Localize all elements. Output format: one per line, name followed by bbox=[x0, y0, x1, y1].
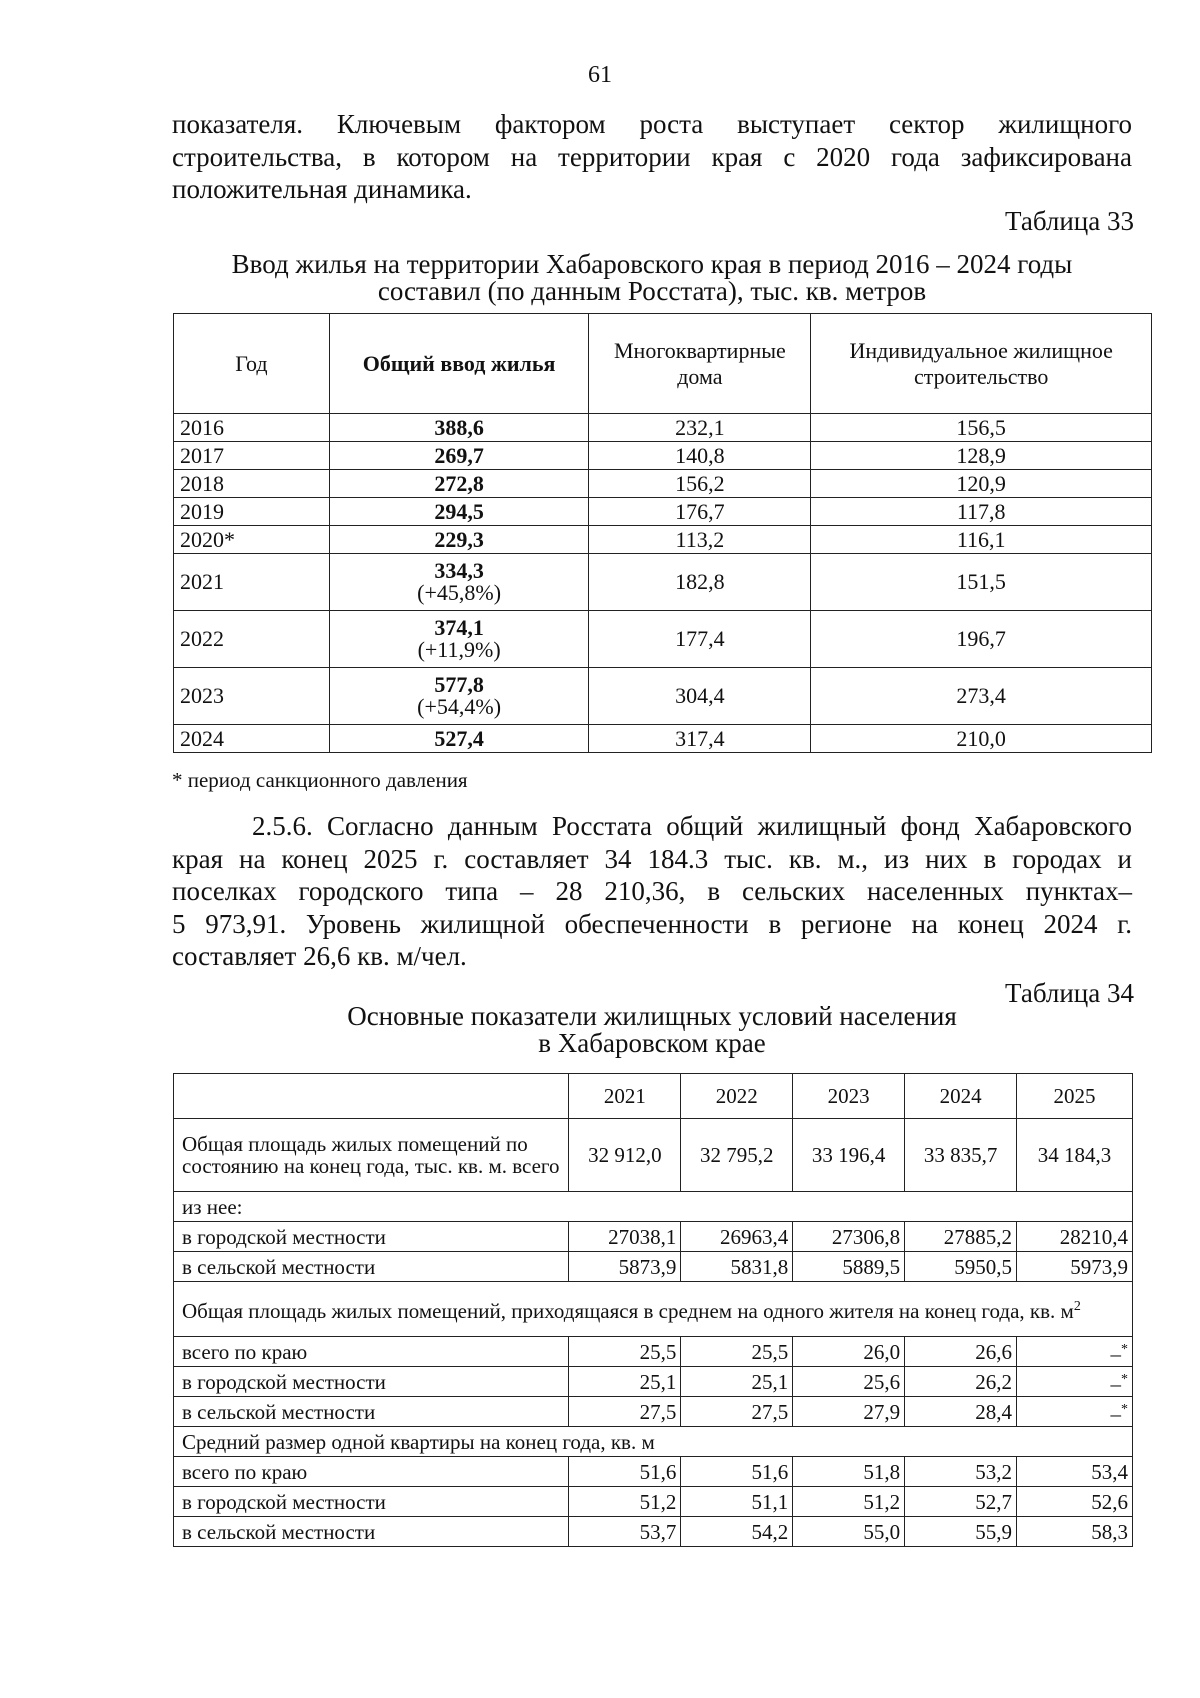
cell-value: 58,3 bbox=[1017, 1517, 1133, 1547]
table-33-label: Таблица 33 bbox=[1005, 206, 1134, 236]
cell-individual: 117,8 bbox=[811, 498, 1152, 526]
footnote: * период санкционного давления bbox=[172, 768, 468, 792]
total-change: (+45,8%) bbox=[417, 580, 502, 605]
cell-individual: 210,0 bbox=[811, 725, 1152, 753]
cell-year: 2016 bbox=[174, 414, 330, 442]
cell-value: 5831,8 bbox=[681, 1252, 793, 1282]
total-value: 334,3 bbox=[434, 558, 484, 583]
total-value: 229,3 bbox=[434, 526, 484, 552]
cell-multi: 113,2 bbox=[589, 526, 811, 554]
cell-value: 27,5 bbox=[569, 1397, 681, 1427]
cell-multi: 304,4 bbox=[589, 668, 811, 725]
header-year: 2022 bbox=[681, 1074, 793, 1119]
row-label: всего по краю bbox=[174, 1457, 569, 1487]
cell-value: 53,2 bbox=[905, 1457, 1017, 1487]
cell-value: 33 196,4 bbox=[793, 1119, 905, 1192]
cell-multi: 317,4 bbox=[589, 725, 811, 753]
title-line: в Хабаровском крае bbox=[538, 1028, 766, 1058]
cell-value: 26,0 bbox=[793, 1337, 905, 1367]
table-row bbox=[174, 526, 1152, 554]
cell-value: 52,7 bbox=[905, 1487, 1017, 1517]
table-row bbox=[174, 1397, 1133, 1427]
header-year: Год bbox=[174, 314, 330, 414]
cell-value: 51,2 bbox=[793, 1487, 905, 1517]
table-section-row bbox=[174, 1282, 1133, 1337]
table-row bbox=[174, 1337, 1133, 1367]
title-line: составил (по данным Росстата), тыс. кв. метров bbox=[377, 276, 927, 306]
table-section-row bbox=[174, 1427, 1133, 1457]
table-row bbox=[174, 1119, 1133, 1192]
table-row bbox=[174, 554, 1152, 611]
cell-year: 2022 bbox=[174, 611, 330, 668]
cell-value: –* bbox=[1017, 1397, 1133, 1427]
header-individual: Индивидуальное жилищное строительство bbox=[811, 314, 1152, 414]
cell-individual: 120,9 bbox=[811, 470, 1152, 498]
total-change: (+11,9%) bbox=[417, 637, 501, 662]
cell-year: 2018 bbox=[174, 470, 330, 498]
cell-value: 25,5 bbox=[569, 1337, 681, 1367]
total-value: 388,6 bbox=[434, 414, 484, 440]
cell-multi: 177,4 bbox=[589, 611, 811, 668]
cell-value: –* bbox=[1017, 1367, 1133, 1397]
cell-value: 53,4 bbox=[1017, 1457, 1133, 1487]
cell-multi: 232,1 bbox=[589, 414, 811, 442]
table-row bbox=[174, 414, 1152, 442]
table-33-title bbox=[172, 251, 1132, 305]
cell-year: 2017 bbox=[174, 442, 330, 470]
section-header: из нее: bbox=[174, 1192, 1133, 1222]
cell-total bbox=[329, 442, 589, 470]
total-value: 269,7 bbox=[434, 442, 484, 468]
cell-total bbox=[329, 498, 589, 526]
cell-value: 25,1 bbox=[569, 1367, 681, 1397]
cell-value: –* bbox=[1017, 1337, 1133, 1367]
text-line: 5 973,91. Уровень жилищной обеспеченности в регионе на конец 2024 г. bbox=[172, 908, 1132, 939]
cell-total bbox=[329, 414, 589, 442]
cell-individual: 156,5 bbox=[811, 414, 1152, 442]
cell-value: 55,9 bbox=[905, 1517, 1017, 1547]
cell-year: 2024 bbox=[174, 725, 330, 753]
table-row bbox=[174, 470, 1152, 498]
cell-value: 5950,5 bbox=[905, 1252, 1017, 1282]
cell-value: 5889,5 bbox=[793, 1252, 905, 1282]
cell-value: 27,9 bbox=[793, 1397, 905, 1427]
cell-value: 34 184,3 bbox=[1017, 1119, 1133, 1192]
total-value: 374,1 bbox=[434, 615, 484, 640]
total-value: 577,8 bbox=[434, 672, 484, 697]
text-line: поселках городского типа – 28 210,36, в сельских населенных пунктах– bbox=[172, 876, 1132, 906]
cell-value: 26,2 bbox=[905, 1367, 1017, 1397]
row-label: в городской местности bbox=[174, 1367, 569, 1397]
header-year: 2023 bbox=[793, 1074, 905, 1119]
table-row bbox=[174, 668, 1152, 725]
cell-value: 25,1 bbox=[681, 1367, 793, 1397]
cell-total bbox=[329, 611, 589, 668]
cell-value: 32 795,2 bbox=[681, 1119, 793, 1192]
header-empty bbox=[174, 1074, 569, 1119]
table-row bbox=[174, 498, 1152, 526]
cell-value: 5873,9 bbox=[569, 1252, 681, 1282]
table-header-row bbox=[174, 314, 1152, 414]
cell-value: 52,6 bbox=[1017, 1487, 1133, 1517]
footnote-mark: * bbox=[1121, 1371, 1128, 1387]
header-multi: Многоквартирные дома bbox=[589, 314, 811, 414]
text-line: края на конец 2025 г. составляет 34 184.3 тыс. кв. м., из них в городах и bbox=[172, 843, 1132, 874]
table-row bbox=[174, 1222, 1133, 1252]
row-label: в сельской местности bbox=[174, 1517, 569, 1547]
paragraph-2-5-6 bbox=[172, 810, 1132, 973]
cell-value: 26963,4 bbox=[681, 1222, 793, 1252]
text-line: составляет 26,6 кв. м/чел. bbox=[172, 941, 467, 971]
table-row bbox=[174, 611, 1152, 668]
cell-multi: 176,7 bbox=[589, 498, 811, 526]
cell-value: 27038,1 bbox=[569, 1222, 681, 1252]
table-34 bbox=[173, 1073, 1133, 1547]
cell-total bbox=[329, 526, 589, 554]
total-value: 527,4 bbox=[434, 725, 484, 751]
row-label: в сельской местности bbox=[174, 1397, 569, 1427]
cell-multi: 140,8 bbox=[589, 442, 811, 470]
cell-total bbox=[329, 668, 589, 725]
cell-value: 51,1 bbox=[681, 1487, 793, 1517]
row-label: в сельской местности bbox=[174, 1252, 569, 1282]
cell-value: 27306,8 bbox=[793, 1222, 905, 1252]
cell-total bbox=[329, 725, 589, 753]
table-row bbox=[174, 1517, 1133, 1547]
title-line: Ввод жилья на территории Хабаровского края в период 2016 – 2024 годы bbox=[231, 249, 1073, 279]
cell-value: 27,5 bbox=[681, 1397, 793, 1427]
table-34-title bbox=[172, 1003, 1132, 1057]
row-label: в городской местности bbox=[174, 1222, 569, 1252]
cell-value: 54,2 bbox=[681, 1517, 793, 1547]
table-34-label: Таблица 34 bbox=[1005, 978, 1134, 1008]
cell-value: 51,2 bbox=[569, 1487, 681, 1517]
text-line: 2.5.6. Согласно данным Росстата общий жилищный фонд Хабаровского bbox=[252, 811, 1132, 841]
cell-year: 2023 bbox=[174, 668, 330, 725]
superscript: 2 bbox=[1073, 1299, 1081, 1314]
page-number: 61 bbox=[588, 62, 612, 88]
intro-paragraph bbox=[172, 108, 1132, 206]
header-year: 2021 bbox=[569, 1074, 681, 1119]
cell-individual: 273,4 bbox=[811, 668, 1152, 725]
cell-value: 25,5 bbox=[681, 1337, 793, 1367]
table-row bbox=[174, 1252, 1133, 1282]
cell-year: 2019 bbox=[174, 498, 330, 526]
header-year: 2024 bbox=[905, 1074, 1017, 1119]
row-label: в городской местности bbox=[174, 1487, 569, 1517]
cell-value: 28210,4 bbox=[1017, 1222, 1133, 1252]
section-header: Общая площадь жилых помещений, приходящаяся в среднем на одного жителя на конец года, кв. $м^2$ bbox=[174, 1282, 1133, 1337]
cell-year: 2021 bbox=[174, 554, 330, 611]
cell-value: 53,7 bbox=[569, 1517, 681, 1547]
cell-total bbox=[329, 470, 589, 498]
cell-value: 25,6 bbox=[793, 1367, 905, 1397]
cell-individual: 196,7 bbox=[811, 611, 1152, 668]
table-row bbox=[174, 442, 1152, 470]
cell-value: 28,4 bbox=[905, 1397, 1017, 1427]
cell-year: 2020* bbox=[174, 526, 330, 554]
cell-individual: 116,1 bbox=[811, 526, 1152, 554]
table-row bbox=[174, 1487, 1133, 1517]
cell-multi: 182,8 bbox=[589, 554, 811, 611]
cell-value: 27885,2 bbox=[905, 1222, 1017, 1252]
total-value: 294,5 bbox=[434, 498, 484, 524]
text-line: строительства, в котором на территории края с 2020 года зафиксирована bbox=[172, 141, 1132, 172]
cell-multi: 156,2 bbox=[589, 470, 811, 498]
row-label: всего по краю bbox=[174, 1337, 569, 1367]
cell-value: 55,0 bbox=[793, 1517, 905, 1547]
total-change: (+54,4%) bbox=[417, 694, 502, 719]
footnote-mark: * bbox=[1121, 1401, 1128, 1417]
cell-individual: 128,9 bbox=[811, 442, 1152, 470]
table-row bbox=[174, 1367, 1133, 1397]
cell-value: 51,6 bbox=[569, 1457, 681, 1487]
section-header: Средний размер одной квартиры на конец года, кв. м bbox=[174, 1427, 1133, 1457]
cell-total bbox=[329, 554, 589, 611]
cell-individual: 151,5 bbox=[811, 554, 1152, 611]
cell-value: 51,8 bbox=[793, 1457, 905, 1487]
footnote-mark: * bbox=[1121, 1341, 1128, 1357]
cell-value: 32 912,0 bbox=[569, 1119, 681, 1192]
text-line: показателя. Ключевым фактором роста выступает сектор жилищного bbox=[172, 109, 1132, 139]
cell-value: 26,6 bbox=[905, 1337, 1017, 1367]
header-total: Общий ввод жилья bbox=[329, 314, 589, 414]
table-header-row bbox=[174, 1074, 1133, 1119]
table-33 bbox=[173, 313, 1152, 753]
cell-value: 33 835,7 bbox=[905, 1119, 1017, 1192]
row-label: Общая площадь жилых помещений по состоянию на конец года, тыс. кв. м. всего bbox=[174, 1119, 569, 1192]
table-row bbox=[174, 1457, 1133, 1487]
header-year: 2025 bbox=[1017, 1074, 1133, 1119]
table-section-row bbox=[174, 1192, 1133, 1222]
title-line: Основные показатели жилищных условий населения bbox=[347, 1001, 957, 1031]
total-value: 272,8 bbox=[434, 470, 484, 496]
table-row bbox=[174, 725, 1152, 753]
text-line: положительная динамика. bbox=[172, 174, 472, 204]
cell-value: 5973,9 bbox=[1017, 1252, 1133, 1282]
cell-value: 51,6 bbox=[681, 1457, 793, 1487]
